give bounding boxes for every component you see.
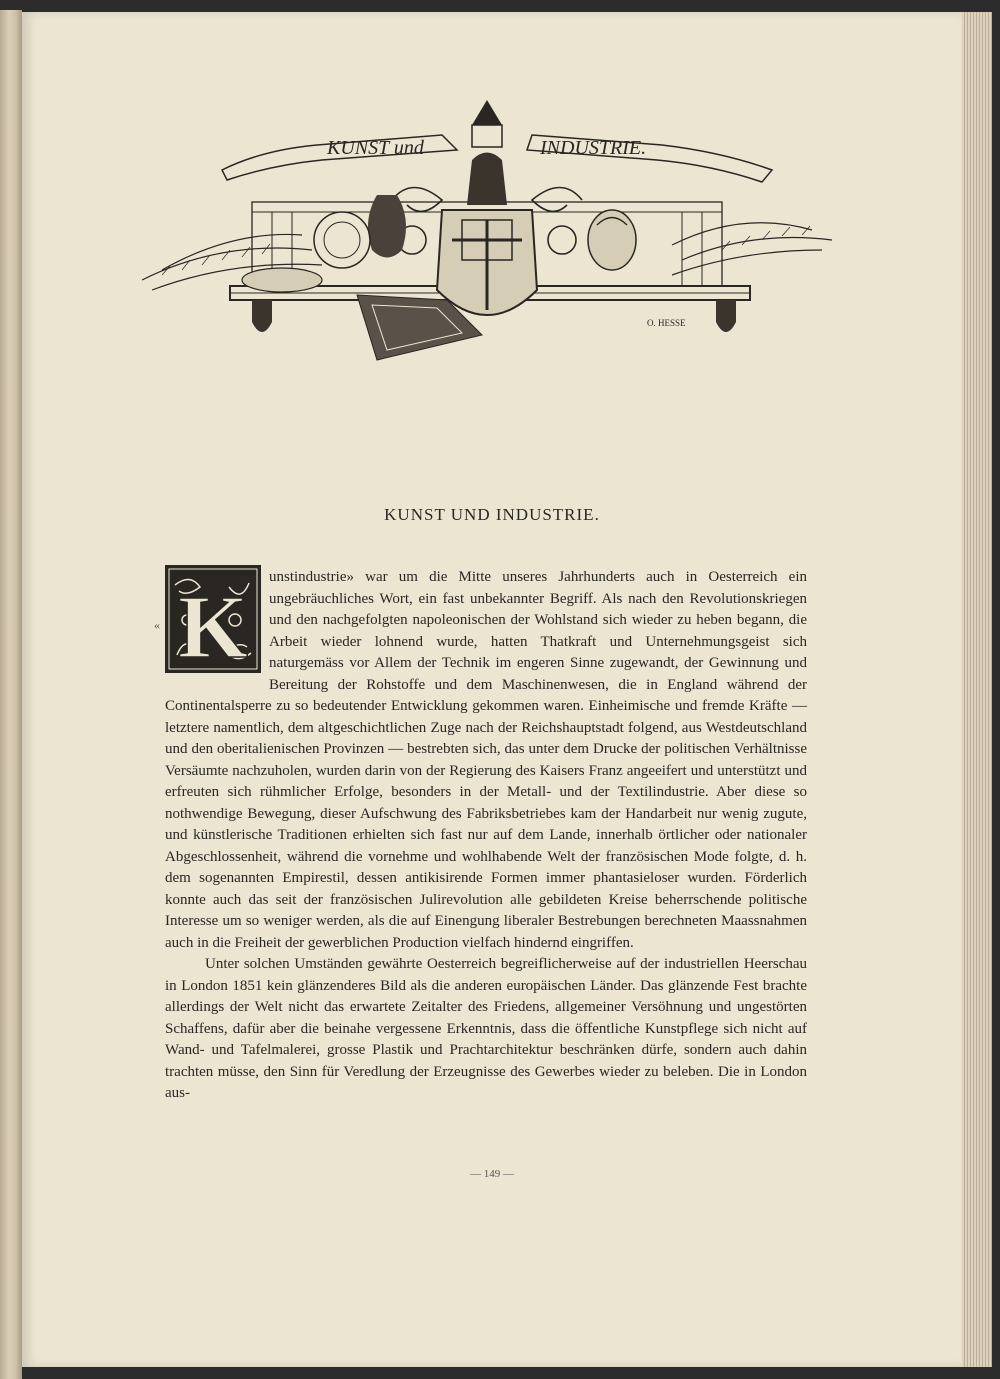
margin-mark: « (154, 618, 160, 632)
banner-left-text: KUNST und (327, 137, 424, 159)
banner-right-text: INDUSTRIE. (540, 137, 647, 159)
paragraph: Unter solchen Umständen gewährte Oesterreich begreiflicherweise auf der industriellen Heerschau in London 1851 kein glänzenderes Bild als die anderen europäischen Länder. Das glänzende Fest brachte allerdings der Welt nicht das erwartete Zeitalter des Friedens, allgemeiner Versöhnung und ungestörten Schaffens, dafür aber die beinahe vergessene Erkenntnis, dass die öffentliche Kunstpflege sich nicht auf Wand- und Tafelmalerei, grosse Plastik und Prachtarchitektur beschränken dürfe, sondern auch dahin trachten müsse, den Sinn für Veredlung der Erzeugnisse des Gewerbes wieder zu beleben. Die in London aus- (165, 956, 807, 1101)
headpiece-signature: O. HESSE (647, 318, 686, 328)
headpiece-illustration (142, 90, 832, 370)
article-title: KUNST UND INDUSTRIE. (384, 505, 600, 524)
book-spine (0, 10, 22, 1379)
paragraph: unstindustrie» war um die Mitte unseres Jahrhunderts auch in Oesterreich ein ungebräuchliches Wort, ein fast unbekannter Begriff. Als nach den Revolutionskriegen und den nachgefolgten napoleonischen der Wohlstand sich wieder zu heben begann, die Arbeit wieder lohnend wurde, hatten Thatkraft und Unternehmungsgeist sich naturgemäss vor Allem der Technik im engeren Sinne zugewandt, der Gewinnung und Bereitung der Rohstoffe und dem Maschinenwesen, die in England während der Continentalsperre zu so bedeutender Entwicklung gekommen waren. Einheimische und fremde Kräfte — letztere namentlich, dem altgeschichtlichen Zuge nach der Reichshauptstadt folgend, aus Westdeutschland und den oberitalienischen Provinzen — bestrebten sich, das unter dem Drucke der politischen Verhältnisse Versäumte nachzuholen, wurden darin von der Regierung des Kaisers Franz angeeifert und unterstützt und erfreuten sich rühmlicher Erfolge, besonders in der Metall- und der Textilindustrie. Aber diese so nothwendige Bewegung, dieser Aufschwung des Fabriksbetriebes kam der Handarbeit nur wenig zugute, und künstlerische Traditionen erhielten sich fast nur auf dem Lande, innerhalb örtlicher oder nationaler Abgeschlossenheit, während die vornehme und wohlhabende Welt der französischen Mode folgte, d. h. dem sogenannten Empirestil, dessen antikisirende Formen immer phantasieloser wurden. Förderlich konnte auch das seit der französischen Julirevolution alle gebildeten Kreise beherrschende politische Interesse um so weniger werden, als die auf Einengung liberaler Bestrebungen berechneten Maassnahmen auch in die Freiheit der gewerblichen Production vielfach hindernd eingriffen. (165, 569, 807, 951)
initial-letter: K (177, 578, 249, 673)
page-number: — 149 — (470, 1168, 514, 1180)
initial-spacer (165, 567, 269, 675)
book-page (22, 12, 962, 1367)
article-body (165, 567, 807, 1105)
page-edges (962, 12, 992, 1367)
